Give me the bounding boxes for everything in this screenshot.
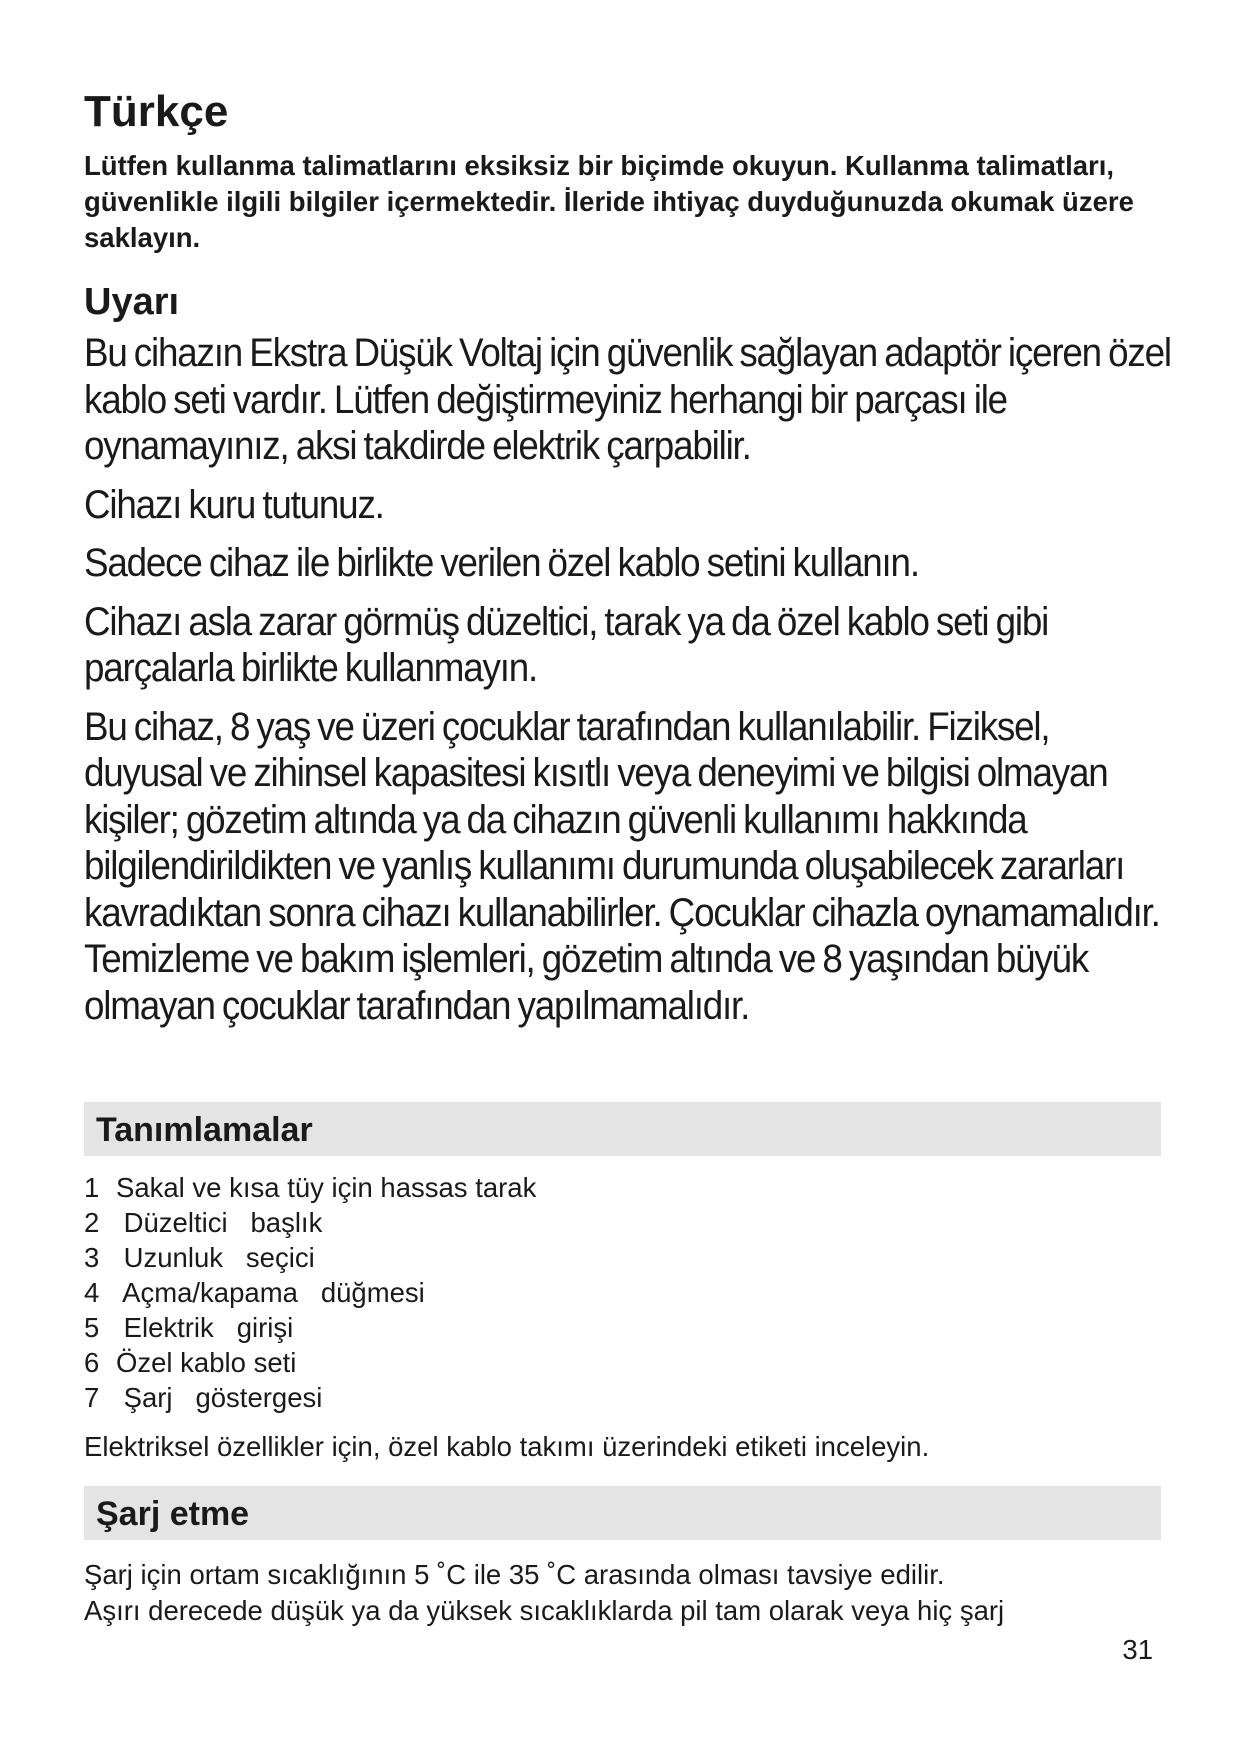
item-number: 4	[84, 1277, 100, 1308]
warning-paragraph: Sadece cihaz ile birlikte verilen özel kablo setini kullanın.	[84, 541, 919, 585]
language-title: Türkçe	[84, 87, 229, 136]
warning-title: Uyarı	[84, 281, 180, 323]
item-number: 1	[84, 1172, 100, 1203]
page-number: 31	[1122, 1634, 1153, 1665]
item-number: 3	[84, 1242, 100, 1273]
item-label: Düzeltici başlık	[116, 1207, 323, 1238]
warning-paragraph: Bu cihazın Ekstra Düşük Voltaj için güvenlik sağlayan adaptör içeren özel kablo seti vardır. Lütfen değiştirmeyiniz herhangi bir parçası ile oynamayınız, aksi takdirde elektrik çarpabilir.	[84, 331, 1171, 468]
warning-paragraph: Cihazı kuru tutunuz.	[84, 482, 384, 527]
charging-header-bar	[84, 1486, 1161, 1540]
list-item	[84, 1205, 536, 1240]
item-label: Özel kablo seti	[116, 1347, 297, 1378]
electrical-note: Elektriksel özellikler için, özel kablo takımı üzerindeki etiketi inceleyin.	[84, 1431, 930, 1462]
list-item	[84, 1275, 536, 1310]
warning-paragraphs	[84, 330, 1174, 1041]
list-item	[84, 1310, 536, 1345]
item-label: Açma/kapama düğmesi	[116, 1277, 425, 1308]
charging-title: Şarj etme	[96, 1495, 250, 1533]
descriptions-header-bar	[84, 1102, 1161, 1156]
item-number: 5	[84, 1312, 100, 1343]
item-number: 2	[84, 1207, 100, 1238]
charging-text-line: Şarj için ortam sıcaklığının 5 ˚C ile 35 ˚C arasında olması tavsiye edilir.	[84, 1559, 945, 1590]
item-label: Şarj göstergesi	[116, 1382, 323, 1413]
charging-text-line: Aşırı derecede düşük ya da yüksek sıcaklıklarda pil tam olarak veya hiç şarj	[84, 1595, 1005, 1626]
intro-text: Lütfen kullanma talimatlarını eksiksiz bir biçimde okuyun. Kullanma talimatları, güvenlikle ilgili bilgiler içermektedir. İleride ihtiyaç duyduğunuzda okumak üzere saklayın.	[84, 150, 1134, 253]
descriptions-title: Tanımlamalar	[96, 1111, 313, 1149]
item-label: Uzunluk seçici	[116, 1242, 315, 1273]
list-item	[84, 1345, 536, 1380]
item-number: 6	[84, 1347, 100, 1378]
list-item	[84, 1170, 536, 1205]
item-label: Elektrik girişi	[116, 1312, 294, 1343]
list-item	[84, 1240, 536, 1275]
warning-paragraph: Bu cihaz, 8 yaş ve üzeri çocuklar tarafından kullanılabilir. Fiziksel, duyusal ve zihinsel kapasitesi kısıtlı veya deneyimi ve bilgisi olmayan kişiler; gözetim altında ya da cihazın güvenli kullanımı hakkında bilgilendirildikten ve yanlış kullanımı durumunda oluşabilecek zararları kavradıktan sonra cihazı kullanabilirler. Çocuklar cihazla oynamamalıdır. Temizleme ve bakım işlemleri, gözetim altında ve 8 yaşından büyük olmayan çocuklar tarafından yapılmamalıdır.	[84, 704, 1160, 1028]
list-item	[84, 1380, 536, 1415]
warning-paragraph: Cihazı asla zarar görmüş düzeltici, tarak ya da özel kablo seti gibi parçalarla birlikte kullanmayın.	[84, 599, 1049, 690]
item-label: Sakal ve kısa tüy için hassas tarak	[116, 1172, 537, 1203]
parts-list	[84, 1170, 536, 1415]
item-number: 7	[84, 1382, 100, 1413]
